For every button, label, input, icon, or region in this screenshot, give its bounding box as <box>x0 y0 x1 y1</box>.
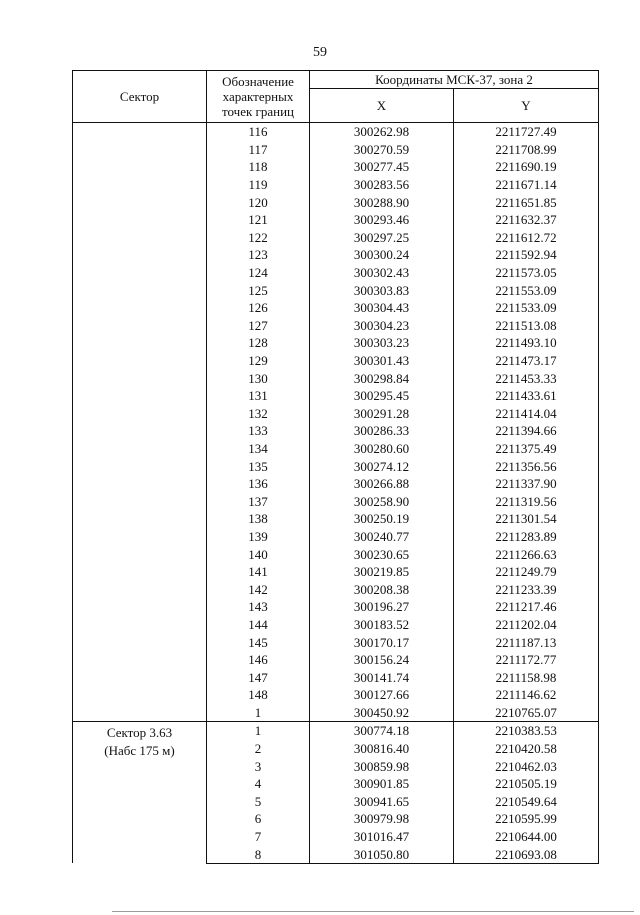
x-coordinate-cell: 300240.77 <box>310 528 454 546</box>
y-coordinate-cell: 2211217.46 <box>454 598 599 616</box>
y-coordinate-cell: 2211301.54 <box>454 510 599 528</box>
point-number-cell: 140 <box>207 545 310 563</box>
y-coordinate-cell: 2211453.33 <box>454 369 599 387</box>
y-coordinate-cell: 2211671.14 <box>454 176 599 194</box>
point-number-cell: 141 <box>207 563 310 581</box>
point-number-cell: 125 <box>207 281 310 299</box>
page-number: 59 <box>313 45 327 60</box>
y-coordinate-cell: 2211553.09 <box>454 281 599 299</box>
y-coordinate-cell: 2211187.13 <box>454 633 599 651</box>
x-coordinate-cell: 300280.60 <box>310 440 454 458</box>
y-coordinate-cell: 2210644.00 <box>454 828 599 846</box>
y-coordinate-cell: 2211612.72 <box>454 229 599 247</box>
x-coordinate-cell: 300291.28 <box>310 405 454 423</box>
y-coordinate-cell: 2211202.04 <box>454 616 599 634</box>
point-number-cell: 126 <box>207 299 310 317</box>
point-number-cell: 132 <box>207 405 310 423</box>
y-coordinate-cell: 2210420.58 <box>454 740 599 758</box>
y-coordinate-cell: 2211473.17 <box>454 352 599 370</box>
y-coordinate-cell: 2211573.05 <box>454 264 599 282</box>
x-coordinate-cell: 300274.12 <box>310 457 454 475</box>
y-coordinate-cell: 2211356.56 <box>454 457 599 475</box>
point-number-cell: 7 <box>207 828 310 846</box>
y-coordinate-cell: 2211337.90 <box>454 475 599 493</box>
x-coordinate-cell: 300304.23 <box>310 317 454 335</box>
x-coordinate-cell: 300293.46 <box>310 211 454 229</box>
y-coordinate-cell: 2211651.85 <box>454 193 599 211</box>
coordinates-table <box>72 70 599 864</box>
y-coordinate-cell: 2211319.56 <box>454 492 599 510</box>
y-coordinate-cell: 2210595.99 <box>454 810 599 828</box>
header-y: Y <box>454 89 599 123</box>
point-number-cell: 145 <box>207 633 310 651</box>
point-number-cell: 6 <box>207 810 310 828</box>
x-coordinate-cell: 300859.98 <box>310 757 454 775</box>
scan-edge-line <box>112 911 634 912</box>
x-coordinate-cell: 300250.19 <box>310 510 454 528</box>
table-body <box>73 123 599 864</box>
x-coordinate-cell: 300941.65 <box>310 793 454 811</box>
y-coordinate-cell: 2210693.08 <box>454 845 599 863</box>
x-coordinate-cell: 300774.18 <box>310 722 454 740</box>
x-coordinate-cell: 300208.38 <box>310 580 454 598</box>
y-coordinate-cell: 2210765.07 <box>454 704 599 722</box>
y-coordinate-cell: 2211249.79 <box>454 563 599 581</box>
x-coordinate-cell: 300303.23 <box>310 334 454 352</box>
y-coordinate-cell: 2210505.19 <box>454 775 599 793</box>
x-coordinate-cell: 300283.56 <box>310 176 454 194</box>
y-coordinate-cell: 2210549.64 <box>454 793 599 811</box>
table-header <box>73 71 599 123</box>
x-coordinate-cell: 300300.24 <box>310 246 454 264</box>
point-number-cell: 134 <box>207 440 310 458</box>
y-coordinate-cell: 2211708.99 <box>454 141 599 159</box>
point-number-cell: 131 <box>207 387 310 405</box>
point-number-cell: 130 <box>207 369 310 387</box>
header-coordinates: Координаты МСК-37, зона 2 <box>310 71 599 89</box>
x-coordinate-cell: 300979.98 <box>310 810 454 828</box>
y-coordinate-cell: 2211172.77 <box>454 651 599 669</box>
point-number-cell: 139 <box>207 528 310 546</box>
x-coordinate-cell: 300262.98 <box>310 123 454 141</box>
point-number-cell: 135 <box>207 457 310 475</box>
point-number-cell: 129 <box>207 352 310 370</box>
x-coordinate-cell: 300816.40 <box>310 740 454 758</box>
point-number-cell: 120 <box>207 193 310 211</box>
x-coordinate-cell: 300270.59 <box>310 141 454 159</box>
x-coordinate-cell: 300170.17 <box>310 633 454 651</box>
x-coordinate-cell: 300196.27 <box>310 598 454 616</box>
point-number-cell: 8 <box>207 845 310 863</box>
sector-cell <box>73 123 207 722</box>
x-coordinate-cell: 300301.43 <box>310 352 454 370</box>
x-coordinate-cell: 300258.90 <box>310 492 454 510</box>
y-coordinate-cell: 2211727.49 <box>454 123 599 141</box>
x-coordinate-cell: 300141.74 <box>310 668 454 686</box>
point-number-cell: 118 <box>207 158 310 176</box>
point-number-cell: 117 <box>207 141 310 159</box>
table-row <box>73 722 599 740</box>
point-number-cell: 133 <box>207 422 310 440</box>
point-number-cell: 123 <box>207 246 310 264</box>
point-number-cell: 1 <box>207 704 310 722</box>
point-number-cell: 136 <box>207 475 310 493</box>
point-number-cell: 144 <box>207 616 310 634</box>
y-coordinate-cell: 2211433.61 <box>454 387 599 405</box>
point-number-cell: 122 <box>207 229 310 247</box>
point-number-cell: 5 <box>207 793 310 811</box>
y-coordinate-cell: 2211146.62 <box>454 686 599 704</box>
x-coordinate-cell: 300450.92 <box>310 704 454 722</box>
y-coordinate-cell: 2211513.08 <box>454 317 599 335</box>
x-coordinate-cell: 300230.65 <box>310 545 454 563</box>
y-coordinate-cell: 2210383.53 <box>454 722 599 740</box>
header-designation: Обозначение характерных точек границ <box>207 71 310 123</box>
x-coordinate-cell: 300183.52 <box>310 616 454 634</box>
y-coordinate-cell: 2211375.49 <box>454 440 599 458</box>
x-coordinate-cell: 300304.43 <box>310 299 454 317</box>
y-coordinate-cell: 2211690.19 <box>454 158 599 176</box>
x-coordinate-cell: 300156.24 <box>310 651 454 669</box>
x-coordinate-cell: 300288.90 <box>310 193 454 211</box>
x-coordinate-cell: 300297.25 <box>310 229 454 247</box>
x-coordinate-cell: 300266.88 <box>310 475 454 493</box>
y-coordinate-cell: 2210462.03 <box>454 757 599 775</box>
header-x: X <box>310 89 454 123</box>
point-number-cell: 128 <box>207 334 310 352</box>
point-number-cell: 116 <box>207 123 310 141</box>
point-number-cell: 127 <box>207 317 310 335</box>
point-number-cell: 4 <box>207 775 310 793</box>
point-number-cell: 142 <box>207 580 310 598</box>
y-coordinate-cell: 2211158.98 <box>454 668 599 686</box>
x-coordinate-cell: 300302.43 <box>310 264 454 282</box>
y-coordinate-cell: 2211414.04 <box>454 405 599 423</box>
point-number-cell: 148 <box>207 686 310 704</box>
point-number-cell: 147 <box>207 668 310 686</box>
x-coordinate-cell: 301050.80 <box>310 845 454 863</box>
x-coordinate-cell: 301016.47 <box>310 828 454 846</box>
point-number-cell: 1 <box>207 722 310 740</box>
x-coordinate-cell: 300286.33 <box>310 422 454 440</box>
x-coordinate-cell: 300295.45 <box>310 387 454 405</box>
point-number-cell: 137 <box>207 492 310 510</box>
point-number-cell: 121 <box>207 211 310 229</box>
y-coordinate-cell: 2211283.89 <box>454 528 599 546</box>
table-row <box>73 123 599 141</box>
point-number-cell: 138 <box>207 510 310 528</box>
header-sector: Сектор <box>73 71 207 123</box>
x-coordinate-cell: 300901.85 <box>310 775 454 793</box>
point-number-cell: 119 <box>207 176 310 194</box>
x-coordinate-cell: 300127.66 <box>310 686 454 704</box>
y-coordinate-cell: 2211266.63 <box>454 545 599 563</box>
point-number-cell: 143 <box>207 598 310 616</box>
x-coordinate-cell: 300277.45 <box>310 158 454 176</box>
y-coordinate-cell: 2211394.66 <box>454 422 599 440</box>
x-coordinate-cell: 300219.85 <box>310 563 454 581</box>
y-coordinate-cell: 2211493.10 <box>454 334 599 352</box>
y-coordinate-cell: 2211533.09 <box>454 299 599 317</box>
point-number-cell: 2 <box>207 740 310 758</box>
x-coordinate-cell: 300298.84 <box>310 369 454 387</box>
point-number-cell: 146 <box>207 651 310 669</box>
point-number-cell: 124 <box>207 264 310 282</box>
x-coordinate-cell: 300303.83 <box>310 281 454 299</box>
y-coordinate-cell: 2211592.94 <box>454 246 599 264</box>
y-coordinate-cell: 2211632.37 <box>454 211 599 229</box>
sector-cell: Сектор 3.63 (Набс 175 м) <box>73 722 207 864</box>
y-coordinate-cell: 2211233.39 <box>454 580 599 598</box>
point-number-cell: 3 <box>207 757 310 775</box>
